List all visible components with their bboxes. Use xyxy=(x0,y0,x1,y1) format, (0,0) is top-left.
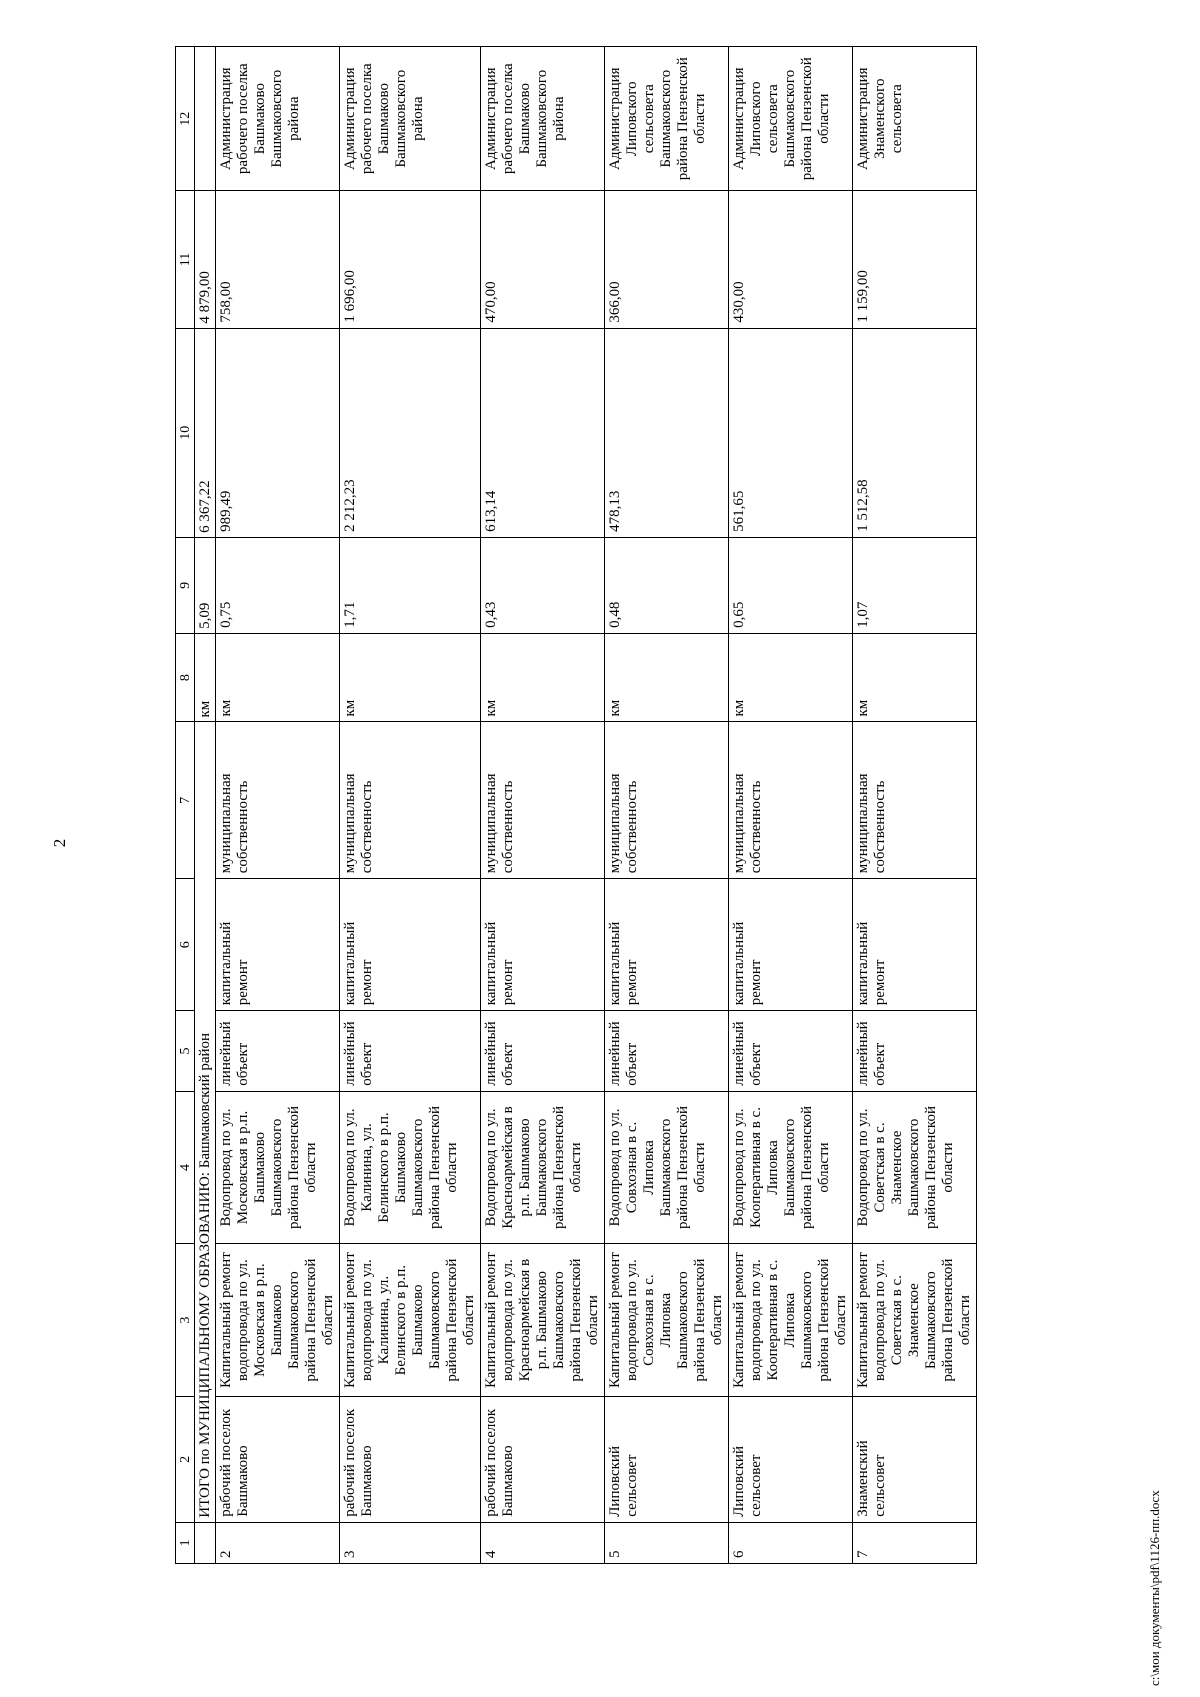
cell-municipality: рабочий поселок Башмаково xyxy=(216,1396,340,1522)
cell-col10-value: 2 212,23 xyxy=(340,328,481,537)
cell-length: 0,65 xyxy=(729,537,853,633)
cell-ownership: муниципальная собственность xyxy=(729,722,853,879)
rotated-sheet xyxy=(175,46,1036,1564)
cell-row-number: 7 xyxy=(853,1522,977,1563)
total-label: ИТОГО по МУНИЦИПАЛЬНОМУ ОБРАЗОВАНИЮ: Башмаковский район xyxy=(195,722,216,1522)
cell-object-type: линейный объект xyxy=(605,1011,729,1091)
cell-unit: км xyxy=(605,633,729,722)
cell-row-number: 5 xyxy=(605,1522,729,1563)
table-row xyxy=(216,47,340,1564)
cell-work-type: капитальный ремонт xyxy=(729,879,853,1011)
cell-work-type: капитальный ремонт xyxy=(605,879,729,1011)
total-col10: 6 367,22 xyxy=(195,328,216,537)
cell-customer: Администрация Липовского сельсовета Башмаковского района Пензенской области xyxy=(729,47,853,191)
cell-row-number: 6 xyxy=(729,1522,853,1563)
col-number-5: 5 xyxy=(176,1011,195,1091)
cell-ownership: муниципальная собственность xyxy=(605,722,729,879)
col-number-3: 3 xyxy=(176,1244,195,1397)
cell-ownership: муниципальная собственность xyxy=(481,722,605,879)
total-length: 5,09 xyxy=(195,537,216,633)
total-empty-cell-end xyxy=(195,47,216,191)
cell-municipality: Липовский сельсовет xyxy=(729,1396,853,1522)
total-row xyxy=(195,47,216,1564)
cell-work-description: Капитальный ремонт водопровода по ул. Совхозная в с. Липовка Башмаковского района Пензенской области xyxy=(605,1244,729,1397)
cell-municipality: рабочий поселок Башмаково xyxy=(340,1396,481,1522)
cell-object-name: Водопровод по ул. Московская в р.п. Башмаково Башмаковского района Пензенской области xyxy=(216,1091,340,1244)
cell-col11-value: 1 159,00 xyxy=(853,191,977,328)
column-number-row xyxy=(176,47,195,1564)
cell-ownership: муниципальная собственность xyxy=(853,722,977,879)
cell-unit: км xyxy=(481,633,605,722)
table-row xyxy=(481,47,605,1564)
cell-col10-value: 613,14 xyxy=(481,328,605,537)
cell-object-type: линейный объект xyxy=(853,1011,977,1091)
cell-ownership: муниципальная собственность xyxy=(340,722,481,879)
col-number-8: 8 xyxy=(176,633,195,722)
cell-work-type: капитальный ремонт xyxy=(853,879,977,1011)
cell-col11-value: 758,00 xyxy=(216,191,340,328)
cell-customer: Администрация рабочего поселка Башмаково Башмаковского района xyxy=(340,47,481,191)
cell-row-number: 3 xyxy=(340,1522,481,1563)
total-empty-cell xyxy=(195,1522,216,1563)
cell-municipality: Знаменский сельсовет xyxy=(853,1396,977,1522)
cell-object-type: линейный объект xyxy=(729,1011,853,1091)
cell-work-description: Капитальный ремонт водопровода по ул. Московская в р.п. Башмаково Башмаковского района Пензенской области xyxy=(216,1244,340,1397)
cell-object-name: Водопровод по ул. Калинина, ул. Белинского в р.п. Башмаково Башмаковского района Пензенской области xyxy=(340,1091,481,1244)
total-unit: км xyxy=(195,633,216,722)
cell-row-number: 2 xyxy=(216,1522,340,1563)
col-number-12: 12 xyxy=(176,47,195,191)
cell-col10-value: 1 512,58 xyxy=(853,328,977,537)
col-number-1: 1 xyxy=(176,1522,195,1563)
cell-municipality: рабочий поселок Башмаково xyxy=(481,1396,605,1522)
col-number-4: 4 xyxy=(176,1091,195,1244)
cell-customer: Администрация рабочего поселка Башмаково Башмаковского района xyxy=(481,47,605,191)
cell-length: 0,43 xyxy=(481,537,605,633)
total-col11: 4 879,00 xyxy=(195,191,216,328)
cell-object-type: линейный объект xyxy=(216,1011,340,1091)
page-number: 2 xyxy=(50,838,69,848)
table-row xyxy=(340,47,481,1564)
cell-length: 0,75 xyxy=(216,537,340,633)
cell-length: 0,48 xyxy=(605,537,729,633)
cell-object-name: Водопровод по ул. Кооперативная в с. Липовка Башмаковского района Пензенской области xyxy=(729,1091,853,1244)
cell-work-description: Капитальный ремонт водопровода по ул. Советская в с. Знаменское Башмаковского района Пензенской области xyxy=(853,1244,977,1397)
cell-row-number: 4 xyxy=(481,1522,605,1563)
footer-file-path: c:\мои документы\pdf\1126-пп.docx xyxy=(1147,1490,1162,1686)
cell-work-description: Капитальный ремонт водопровода по ул. Кооперативная в с. Липовка Башмаковского района Пензенской области xyxy=(729,1244,853,1397)
cell-col10-value: 478,13 xyxy=(605,328,729,537)
cell-col10-value: 561,65 xyxy=(729,328,853,537)
cell-length: 1,71 xyxy=(340,537,481,633)
col-number-6: 6 xyxy=(176,879,195,1011)
cell-customer: Администрация Знаменского сельсовета xyxy=(853,47,977,191)
cell-work-type: капитальный ремонт xyxy=(216,879,340,1011)
col-number-11: 11 xyxy=(176,191,195,328)
cell-municipality: Липовский сельсовет xyxy=(605,1396,729,1522)
cell-length: 1,07 xyxy=(853,537,977,633)
cell-unit: км xyxy=(729,633,853,722)
cell-customer: Администрация Липовского сельсовета Башмаковского района Пензенской области xyxy=(605,47,729,191)
cell-object-name: Водопровод по ул. Советская в с. Знаменское Башмаковского района Пензенской области xyxy=(853,1091,977,1244)
cell-work-type: капитальный ремонт xyxy=(340,879,481,1011)
cell-col11-value: 430,00 xyxy=(729,191,853,328)
cell-unit: км xyxy=(216,633,340,722)
cell-unit: км xyxy=(853,633,977,722)
col-number-10: 10 xyxy=(176,328,195,537)
cell-work-description: Капитальный ремонт водопровода по ул. Красноармейская в р.п. Башмаково Башмаковского района Пензенской области xyxy=(481,1244,605,1397)
cell-col11-value: 366,00 xyxy=(605,191,729,328)
cell-object-type: линейный объект xyxy=(340,1011,481,1091)
cell-object-name: Водопровод по ул. Красноармейская в р.п. Башмаково Башмаковского района Пензенской области xyxy=(481,1091,605,1244)
cell-ownership: муниципальная собственность xyxy=(216,722,340,879)
cell-work-description: Капитальный ремонт водопровода по ул. Калинина, ул. Белинского в р.п. Башмаково Башмаковского района Пензенской области xyxy=(340,1244,481,1397)
col-number-7: 7 xyxy=(176,722,195,879)
cell-unit: км xyxy=(340,633,481,722)
cell-object-name: Водопровод по ул. Совхозная в с. Липовка Башмаковского района Пензенской области xyxy=(605,1091,729,1244)
cell-customer: Администрация рабочего поселка Башмаково Башмаковского района xyxy=(216,47,340,191)
cell-object-type: линейный объект xyxy=(481,1011,605,1091)
cell-col11-value: 470,00 xyxy=(481,191,605,328)
cell-col10-value: 989,49 xyxy=(216,328,340,537)
table-viewport xyxy=(175,46,1036,1564)
cell-col11-value: 1 696,00 xyxy=(340,191,481,328)
water-supply-repair-table xyxy=(175,46,977,1564)
table-row xyxy=(605,47,729,1564)
table-row xyxy=(729,47,853,1564)
cell-work-type: капитальный ремонт xyxy=(481,879,605,1011)
col-number-2: 2 xyxy=(176,1396,195,1522)
col-number-9: 9 xyxy=(176,537,195,633)
table-row xyxy=(853,47,977,1564)
